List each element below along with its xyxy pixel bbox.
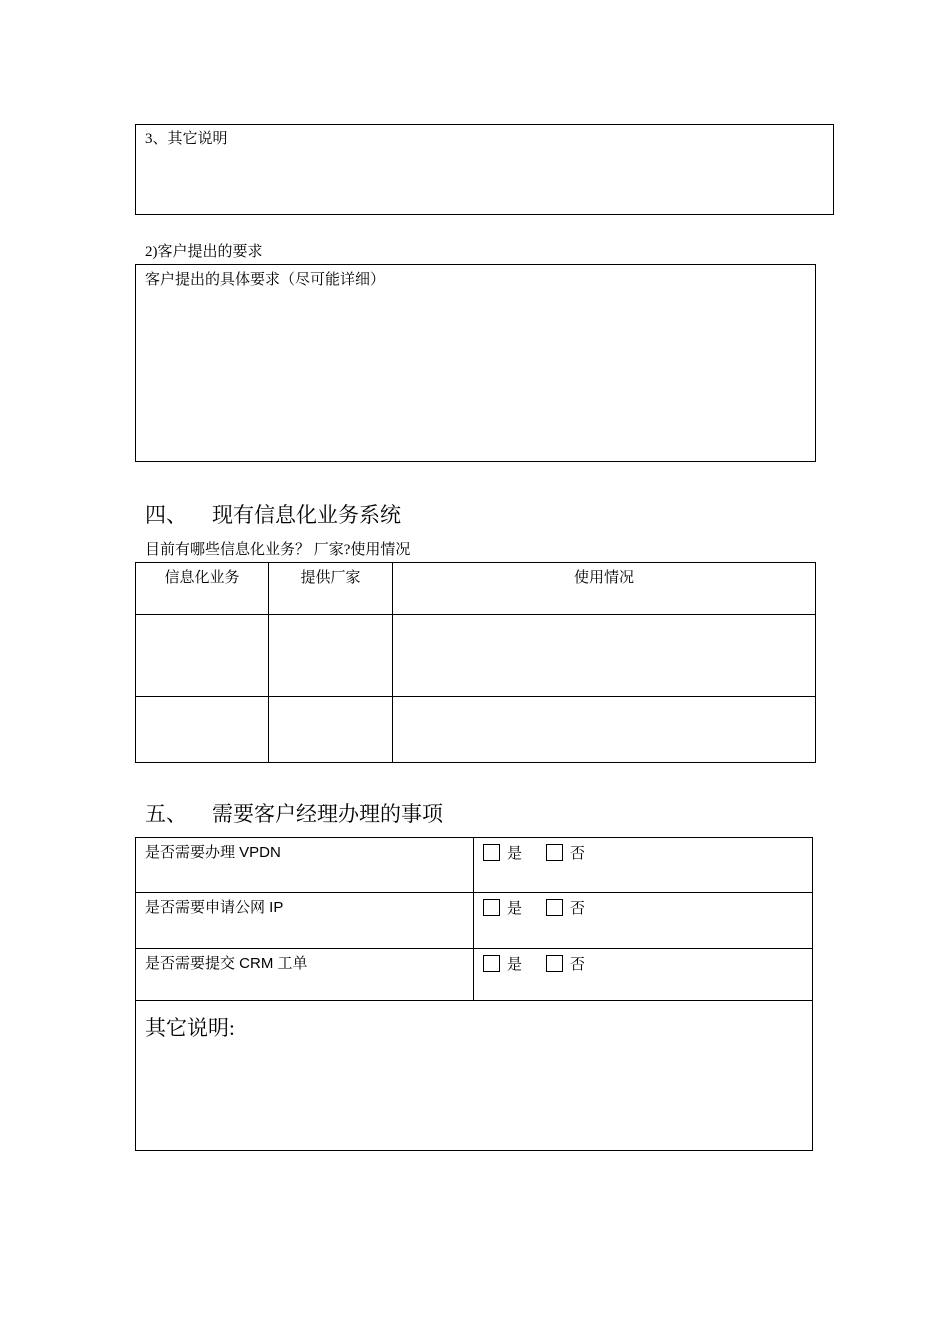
yes-label: 是	[507, 846, 523, 862]
col-header-vendor: 提供厂家	[269, 563, 393, 615]
table-row	[136, 893, 813, 949]
customer-requirements-label: 客户提出的具体要求（尽可能详细）	[145, 272, 386, 288]
answer-cell	[474, 949, 813, 1001]
table-row	[136, 949, 813, 1001]
other-notes-cell[interactable]	[136, 1001, 813, 1151]
table-cell[interactable]	[393, 697, 816, 763]
other-notes-box[interactable]	[135, 124, 834, 215]
table-row	[136, 838, 813, 893]
yes-checkbox[interactable]	[483, 899, 500, 916]
answer-cell	[474, 893, 813, 949]
yes-checkbox[interactable]	[483, 955, 500, 972]
question-public-ip: 是否需要申请公网 IP	[145, 899, 284, 916]
table-cell[interactable]	[269, 615, 393, 697]
no-label: 否	[570, 901, 586, 917]
no-checkbox[interactable]	[546, 899, 563, 916]
other-notes-heading: 其它说明:	[145, 1016, 235, 1040]
manager-tasks-table	[135, 837, 813, 1151]
no-label: 否	[570, 846, 586, 862]
no-checkbox[interactable]	[546, 844, 563, 861]
table-row	[136, 1001, 813, 1151]
question-cell	[136, 893, 474, 949]
answer-cell	[474, 838, 813, 893]
question-cell	[136, 949, 474, 1001]
table-cell[interactable]	[136, 697, 269, 763]
section4-number: 四、	[145, 503, 187, 527]
yes-checkbox[interactable]	[483, 844, 500, 861]
section5-number: 五、	[145, 802, 187, 826]
section4-title: 现有信息化业务系统	[212, 503, 401, 527]
section4-subtitle: 目前有哪些信息化业务？ 厂家?使用情况	[145, 542, 411, 558]
section5-title: 需要客户经理办理的事项	[212, 802, 443, 826]
table-cell[interactable]	[269, 697, 393, 763]
table-row	[136, 697, 816, 763]
yes-label: 是	[507, 901, 523, 917]
table-cell[interactable]	[393, 615, 816, 697]
no-checkbox[interactable]	[546, 955, 563, 972]
table-cell[interactable]	[136, 615, 269, 697]
other-notes-label: 3、其它说明	[145, 131, 228, 147]
question-cell	[136, 838, 474, 893]
col-header-business: 信息化业务	[136, 563, 269, 615]
no-label: 否	[570, 957, 586, 973]
yes-label: 是	[507, 957, 523, 973]
col-header-usage: 使用情况	[393, 563, 816, 615]
table-row	[136, 615, 816, 697]
customer-requirements-box[interactable]	[135, 264, 816, 462]
info-systems-table	[135, 562, 816, 763]
customer-requirements-title: 2)客户提出的要求	[145, 244, 263, 260]
question-crm: 是否需要提交 CRM 工单	[145, 955, 308, 972]
question-vpdn: 是否需要办理 VPDN	[145, 844, 281, 861]
